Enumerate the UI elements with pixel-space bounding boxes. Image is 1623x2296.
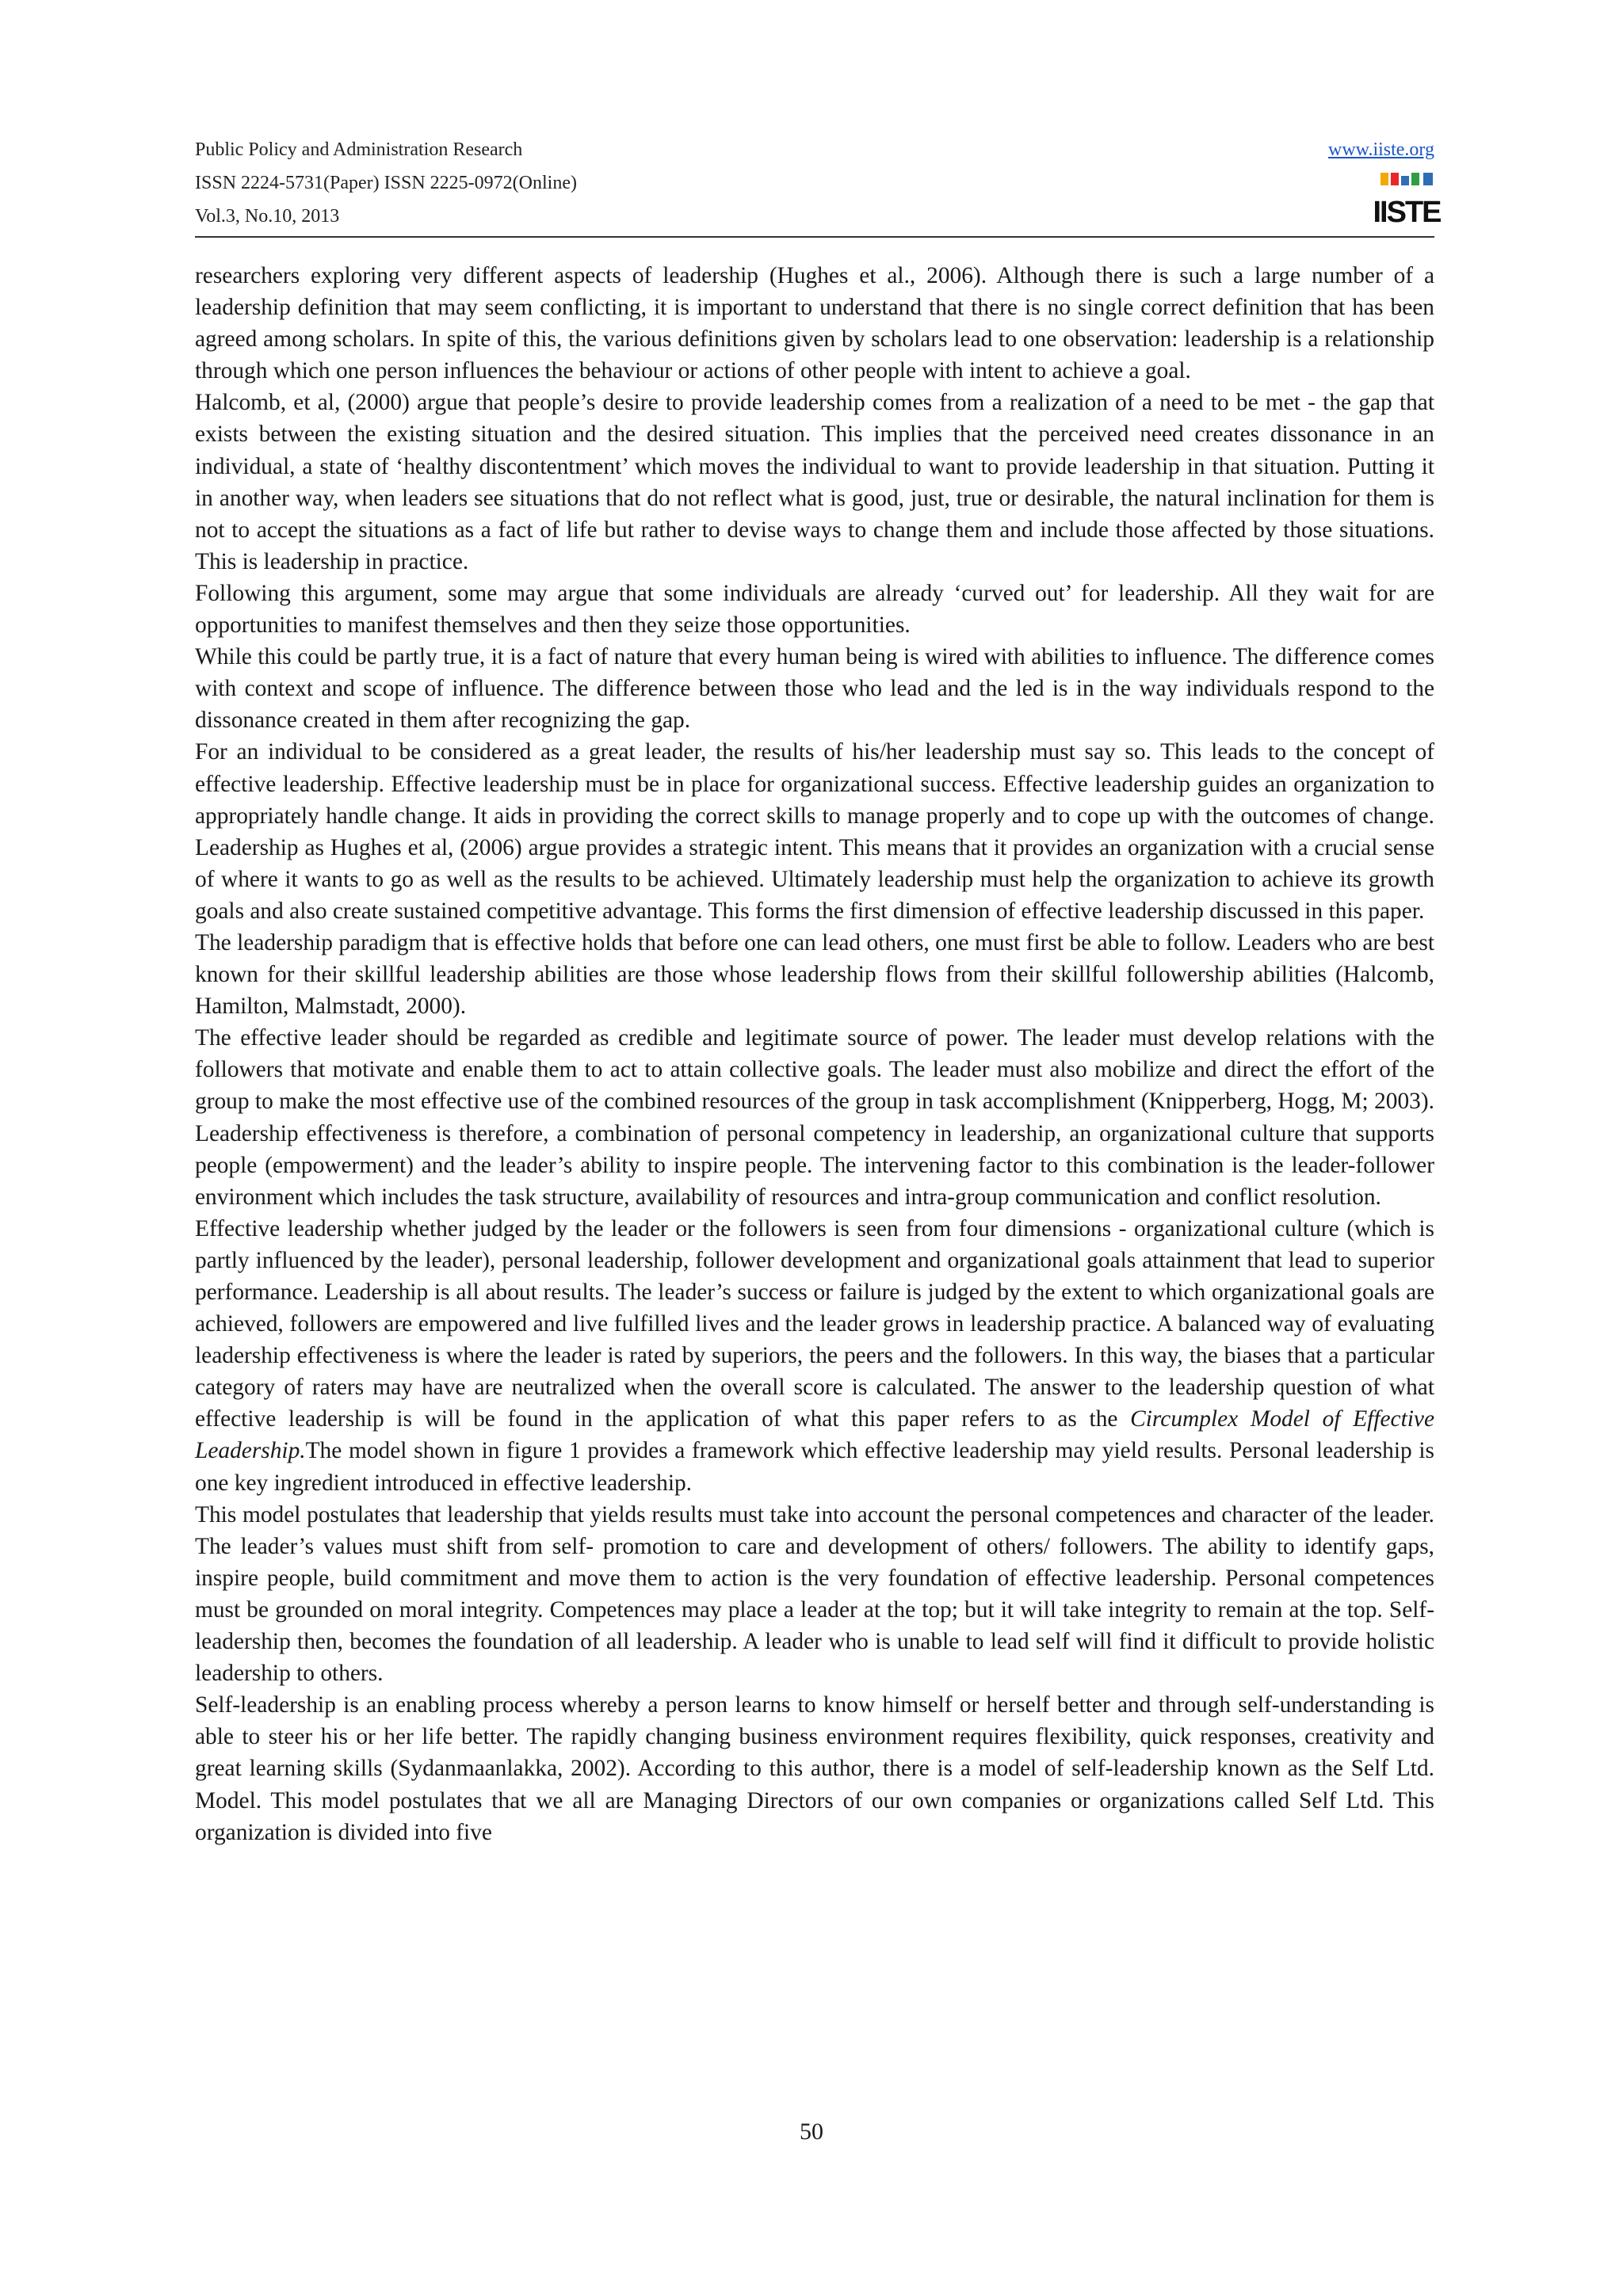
model-name-italic: Circumplex Model of Effective Leadership. [195, 1406, 1434, 1464]
paragraph: researchers exploring very different aspects of leadership (Hughes et al., 2006). Although there is such a large number of a leadership definition that may seem conflicting, it is important to understand that there is no single correct definition that has been agreed among scholars. In spite of this, the various definitions given by scholars lead to one observation: leadership is a relationship through which one person influences the behaviour or actions of other people with intent to achieve a goal. [195, 263, 1434, 384]
svg-text:IISTE: IISTE [1373, 196, 1441, 229]
paragraph-text: The model shown in figure 1 provides a framework which effective leadership may yield results. Personal leadership is one key ingredient introduced in effective leadership. [195, 1438, 1434, 1496]
journal-title: Public Policy and Administration Research [195, 139, 523, 160]
page-number: 50 [800, 2119, 823, 2145]
volume-line: Vol.3, No.10, 2013 [195, 206, 340, 227]
paragraph: Self-leadership is an enabling process whereby a person learns to know himself or herself better and through self-understanding is able to steer his or her life better. The rapidly changing business environment requires flexibility, quick responses, creativity and great learning skills (Sydanmaanlakka, 2002). According to this author, there is a model of self-leadership known as the Self Ltd. Model. This model postulates that we all are Managing Directors of our own companies or organizations called Self Ltd. This organization is divided into five [195, 1692, 1434, 1845]
paragraph: While this could be partly true, it is a fact of nature that every human being is wired with abilities to influence. The difference comes with context and scope of influence. The difference between those who lead and the led is in the way individuals respond to the dissonance created in them after recognizing the gap. [195, 644, 1434, 734]
paragraph-text: Effective leadership whether judged by the leader or the followers is seen from four dimensions - organizational culture (which is partly influenced by the leader), personal leadership, follower development and organizational goals attainment that lead to superior performance. Leadership is all about results. The leader’s success or failure is judged by the extent to which organizational goals are achieved, followers are empowered and live fulfilled lives and the leader grows in leadership practice. A balanced way of evaluating leadership effectiveness is where the leader is rated by superiors, the peers and the followers. In this way, the biases that a particular category of raters may have are neutralized when the overall score is calculated. The answer to the leadership question of what effective leadership is will be found in the application of what this paper refers to as the [195, 1215, 1434, 1432]
iiste-logo [1373, 171, 1441, 230]
paragraph: This model postulates that leadership that yields results must take into account the personal competences and character of the leader. The leader’s values must shift from self- promotion to care and development of others/ followers. The ability to identify gaps, inspire people, build commitment and move them to action is the very foundation of effective leadership. Personal competences must be grounded on moral integrity. Competences may place a leader at the top; but it will take integrity to remain at the top. Self-leadership then, becomes the foundation of all leadership. A leader who is unable to lead self will find it difficult to provide holistic leadership to others. [195, 1501, 1434, 1687]
journal-info [195, 133, 577, 233]
article-body [195, 260, 1434, 2130]
paragraph: Halcomb, et al, (2000) argue that people’s desire to provide leadership comes from a realization of a need to be met - the gap that exists between the existing situation and the desired situation. This implies that the perceived need creates dissonance in an individual, a state of ‘healthy discontentment’ which moves the individual to want to provide leadership in that situation. Putting it in another way, when leaders see situations that do not reflect what is good, just, true or desirable, the natural inclination for them is not to accept the situations as a fact of life but rather to devise ways to change them and include those affected by those situations. This is leadership in practice. [195, 390, 1434, 574]
journal-url-link[interactable]: www.iiste.org [1328, 139, 1434, 160]
header-divider [195, 236, 1434, 238]
paragraph: For an individual to be considered as a great leader, the results of his/her leadership must say so. This leads to the concept of effective leadership. Effective leadership must be in place for organizational success. Effective leadership guides an organization to appropriately handle change. It aids in providing the correct skills to manage properly and to cope up with the outcomes of change. Leadership as Hughes et al, (2006) argue provides a strategic intent. This means that it provides an organization with a crucial sense of where it wants to go as well as the results to be achieved. Ultimately leadership must help the organization to achieve its growth goals and also create sustained competitive advantage. This forms the first dimension of effective leadership discussed in this paper. [195, 739, 1434, 924]
paragraph: The leadership paradigm that is effective holds that before one can lead others, one must first be able to follow. Leaders who are best known for their skillful leadership abilities are those whose leadership flows from their skillful followership abilities (Halcomb, Hamilton, Malmstadt, 2000). [195, 929, 1434, 1020]
page-header [195, 133, 1441, 233]
paragraph: Following this argument, some may argue that some individuals are already ‘curved out’ for leadership. All they wait for are opportunities to manifest themselves and then they seize those opportunities. [195, 580, 1434, 639]
issn-line: ISSN 2224-5731(Paper) ISSN 2225-0972(Online) [195, 173, 577, 193]
paragraph [195, 1213, 1434, 1499]
paragraph: The effective leader should be regarded as credible and legitimate source of power. The leader must develop relations with the followers that motivate and enable them to act to attain collective goals. The leader must also mobilize and direct the effort of the group to make the most effective use of the combined resources of the group in task accomplishment (Knipperberg, Hogg, M; 2003). Leadership effectiveness is therefore, a combination of personal competency in leadership, an organizational culture that supports people (empowerment) and the leader’s ability to inspire people. The intervening factor to this combination is the leader-follower environment which includes the task structure, availability of resources and intra-group communication and conflict resolution. [195, 1025, 1434, 1210]
